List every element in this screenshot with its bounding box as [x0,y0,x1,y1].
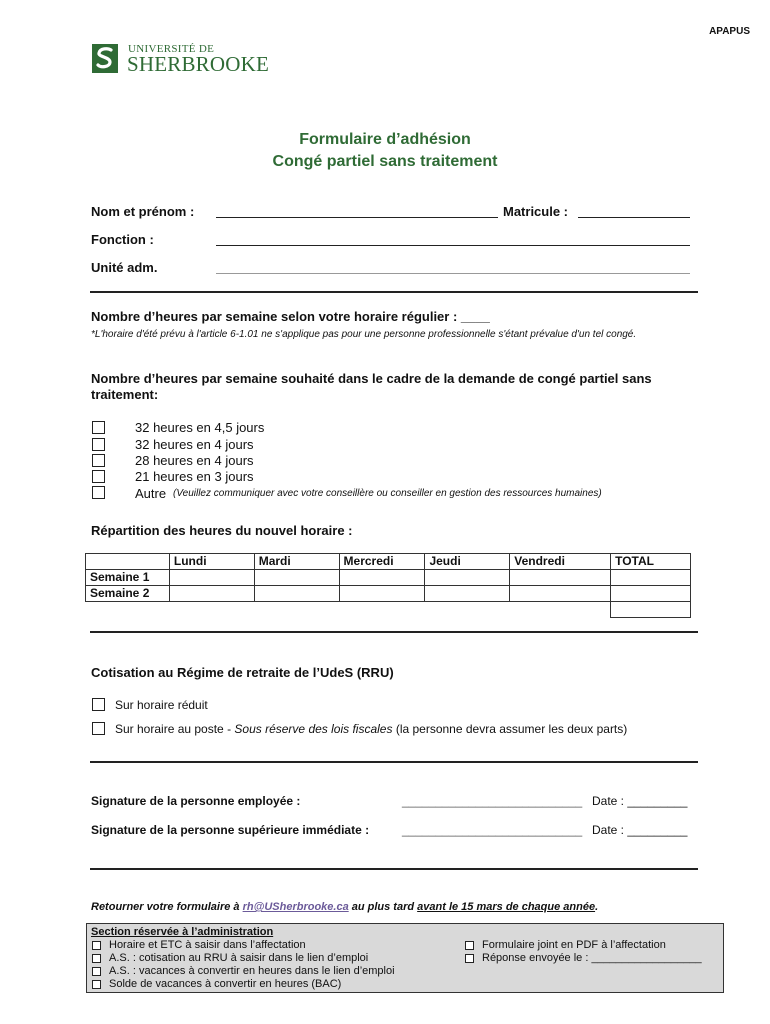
option-32h-4j-checkbox[interactable] [92,438,105,451]
admin-item: A.S. : vacances à convertir en heures dans le lien d’emploi [109,965,395,977]
regular-hours-label: Nombre d’heures par semaine selon votre horaire régulier : ____ [91,309,490,324]
admin-checkbox-4[interactable] [92,980,101,989]
table-row [86,602,691,618]
divider [90,291,698,293]
admin-item: Horaire et ETC à saisir dans l’affectation [109,939,306,951]
option-label: 28 heures en 4 jours [135,453,254,468]
column-header-jeudi: Jeudi [425,554,510,570]
name-field[interactable] [216,204,498,218]
divider [90,631,698,633]
unite-label: Unité adm. [91,260,158,275]
column-header-lundi: Lundi [169,554,254,570]
wanted-hours-label: Nombre d’heures par semaine souhaité dans le cadre de la demande de congé partiel sans traitement: [91,371,652,402]
admin-section [86,923,724,993]
option-label: 21 heures en 3 jours [135,469,254,484]
rru-label: Cotisation au Régime de retraite de l’UdeS (RRU) [91,665,394,680]
form-title-line1: Formulaire d’adhésion [299,131,471,148]
fonction-field[interactable] [216,232,690,246]
form-title-line2: Congé partiel sans traitement [272,153,498,170]
logo-line2: SHERBROOKE [127,52,270,76]
admin-item: A.S. : cotisation au RRU à saisir dans le lien d’emploi [109,952,369,964]
schedule-cell[interactable] [510,570,611,586]
admin-checkbox-2[interactable] [92,954,101,963]
employee-signature-field[interactable]: ___________________________ [402,794,583,808]
column-header-vendredi: Vendredi [510,554,611,570]
table-row [86,554,691,570]
schedule-cell[interactable] [169,570,254,586]
unite-field[interactable] [216,260,690,274]
matricule-label: Matricule : [503,204,569,219]
admin-section-title: Section réservée à l’administration [91,926,274,938]
schedule-cell[interactable] [425,570,510,586]
column-header-mercredi: Mercredi [339,554,425,570]
option-21h-3j-checkbox[interactable] [92,470,105,483]
return-instructions: Retourner votre formulaire à rh@USherbrooke.ca au plus tard avant le 15 mars de chaque année. [91,901,599,913]
schedule-label: Répartition des heures du nouvel horaire : [91,523,353,538]
admin-checkbox-6[interactable] [465,954,474,963]
logo-line1: UNIVERSITÉ DE [128,43,215,55]
row-header-semaine-1: Semaine 1 [86,570,170,586]
name-label: Nom et prénom : [91,204,195,219]
other-option-note: (Veuillez communiquer avec votre conseillère ou conseiller en gestion des ressources humaines) [173,488,602,499]
summer-schedule-note: *L'horaire d'été prévu à l'article 6-1.01 ne s'applique pas pour une personne professionnelle s'étant prévalue d'un tel congé. [91,329,637,340]
schedule-cell[interactable] [510,586,611,602]
admin-checkbox-3[interactable] [92,967,101,976]
schedule-cell[interactable] [425,586,510,602]
schedule-cell[interactable] [339,570,425,586]
divider [90,761,698,763]
form-code: APAPUS [709,26,750,37]
column-header-total: TOTAL [611,554,691,570]
supervisor-signature-label: Signature de la personne supérieure immédiate : [91,823,370,837]
table-row [86,570,691,586]
option-autre-checkbox[interactable] [92,486,105,499]
admin-item: Solde de vacances à convertir en heures (BAC) [109,978,342,990]
employee-date-field[interactable]: Date : _________ [592,794,688,808]
schedule-cell[interactable] [254,586,339,602]
udes-s-logo-icon [92,44,118,73]
option-label: 32 heures en 4 jours [135,437,254,452]
grand-total-cell[interactable] [611,602,691,618]
total-cell[interactable] [611,570,691,586]
admin-checkbox-5[interactable] [465,941,474,950]
supervisor-signature-field[interactable]: ___________________________ [402,823,583,837]
rru-reduced-checkbox[interactable] [92,698,105,711]
column-header-mardi: Mardi [254,554,339,570]
hr-email-link[interactable]: rh@USherbrooke.ca [242,901,349,913]
option-28h-4j-checkbox[interactable] [92,454,105,467]
total-cell[interactable] [611,586,691,602]
rru-option-2: Sur horaire au poste - Sous réserve des lois fiscales (la personne devra assumer les deux parts) [115,722,628,736]
supervisor-date-field[interactable]: Date : _________ [592,823,688,837]
admin-item: Réponse envoyée le : __________________ [482,952,702,964]
schedule-table [85,553,691,618]
rru-full-checkbox[interactable] [92,722,105,735]
option-label: 32 heures en 4,5 jours [135,420,265,435]
admin-checkbox-1[interactable] [92,941,101,950]
table-row [86,586,691,602]
schedule-cell[interactable] [169,586,254,602]
employee-signature-label: Signature de la personne employée : [91,794,301,808]
matricule-field[interactable] [578,204,690,218]
rru-option-1: Sur horaire réduit [115,698,208,712]
row-header-semaine-2: Semaine 2 [86,586,170,602]
table-corner-cell [86,554,170,570]
admin-item: Formulaire joint en PDF à l’affectation [482,939,666,951]
schedule-cell[interactable] [339,586,425,602]
option-32h-45j-checkbox[interactable] [92,421,105,434]
option-label: Autre [135,486,167,501]
schedule-cell[interactable] [254,570,339,586]
divider [90,868,698,870]
fonction-label: Fonction : [91,232,154,247]
